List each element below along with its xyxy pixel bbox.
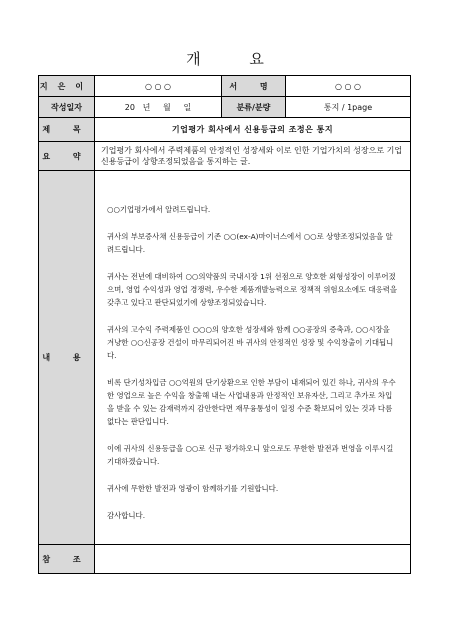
body-paragraph: 귀사는 전년에 대비하여 ○○의약품의 국내시장 1위 선점으로 양호한 외형성장이 이루어졌으며, 영업 수익성과 영업 경쟁력, 우수한 제품개발능력으로 정책적 위험요소에도 대응력을 갖추고 있다고 판단되었기에 상향조정되었습니다. [107, 272, 398, 307]
reference-value [95, 545, 411, 574]
body-paragraph: 감사합니다. [107, 511, 146, 520]
category-label: 분류/분량 [222, 97, 286, 118]
subject-value: 기업평가 회사에서 신용등급의 조정은 통지 [95, 118, 411, 142]
date-label: 작성일자 [39, 97, 95, 118]
document-title: 개 요 [186, 50, 286, 68]
content-label: 내 용 [39, 171, 95, 545]
author-label: 지은이 [39, 76, 95, 97]
body-paragraph: 귀사의 고수익 주력제품인 ○○○의 양호한 성장세와 함께 ○○공장의 증축과, ○○시장을 겨냥한 ○○신공장 건설이 마무리되어진 바 귀사의 안정적인 성장 및 수익창출이 기대됩니다. [107, 325, 394, 360]
signature-label: 서 명 [222, 76, 286, 97]
author-value: ○ ○ ○ [95, 76, 222, 97]
summary-value: 기업평가 회사에서 주력제품의 안정적인 성장세와 이로 인한 기업가치의 성장으로 기업 신용등급이 상향조정되었음을 통지하는 글. [95, 142, 411, 171]
overview-form [38, 75, 411, 574]
body-paragraph: 귀사의 부보증사채 신용등급이 기존 ○○(ex-A)마이너스에서 ○○로 상향조정되었음을 알려드립니다. [107, 232, 393, 254]
date-value: 20 년 월 일 [95, 97, 222, 118]
summary-label: 요 약 [39, 142, 95, 171]
reference-label: 참 조 [39, 545, 95, 574]
body-paragraph: ○○기업평가에서 알려드립니다. [107, 205, 211, 214]
body-paragraph: 이에 귀사의 신용등급을 ○○로 신규 평가하오니 앞으로도 무한한 발전과 번영을 이루시길 기대하겠습니다. [107, 444, 394, 466]
body-paragraph: 비록 단기성차입금 ○○억원의 단기상환으로 인한 부담이 내재되어 있긴 하나, 귀사의 우수한 영업으로 높은 수익을 창출해 내는 사업내용과 안정적인 보유자산, 그리고 추가로 차입을 받을 수 있는 감재력까지 감안한다면 재무융통성이 일정 수준 확보되어 있는 것과 다름없다는 판단입니다. [107, 378, 396, 426]
category-value: 통지 / 1page [286, 97, 411, 118]
subject-label: 제 목 [39, 118, 95, 142]
content-body [95, 171, 411, 545]
signature-value: ○ ○ ○ [286, 76, 411, 97]
body-paragraph: 귀사에 무한한 발전과 영광이 함께하기를 기원합니다. [107, 484, 279, 493]
